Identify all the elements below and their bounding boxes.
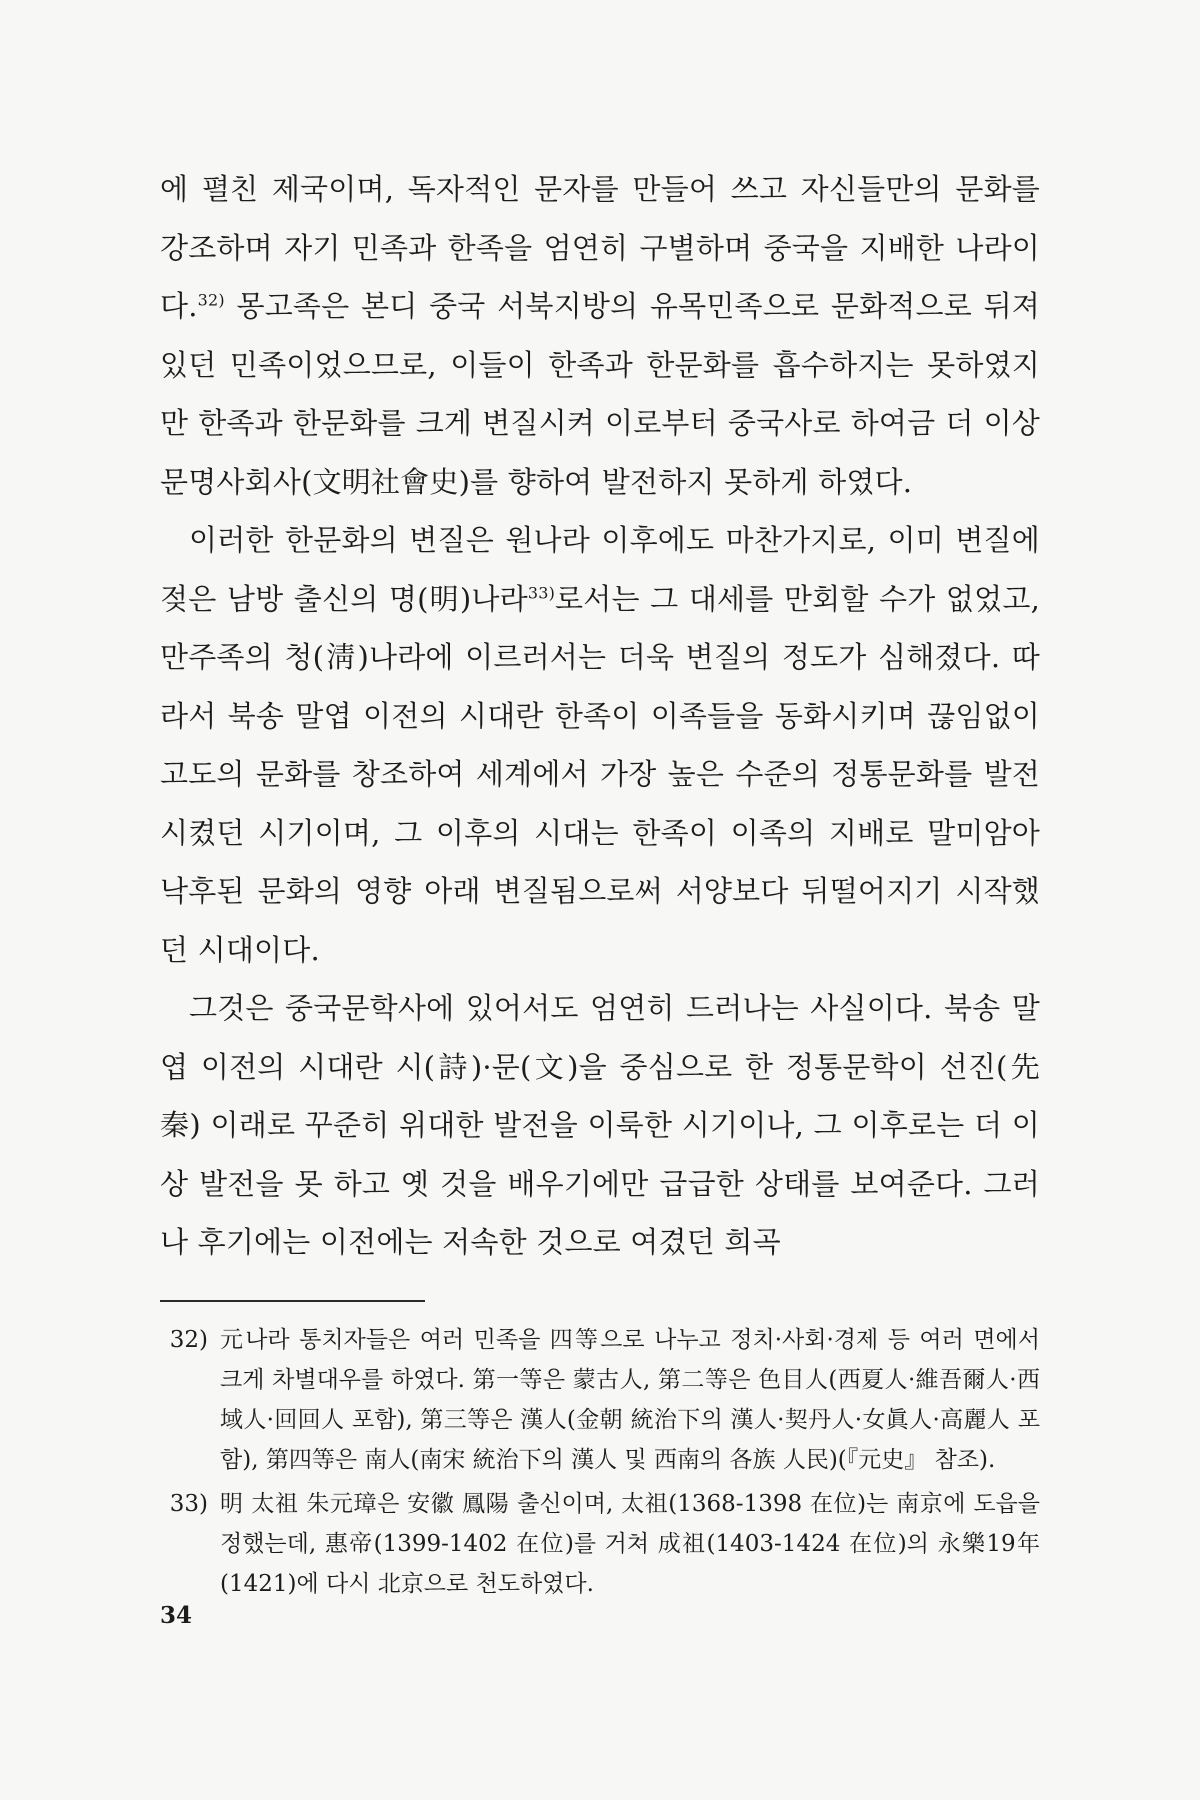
paragraph-2-text: 이러한 한문화의 변질은 원나라 이후에도 마찬가지로, 이미 변질에 젖은 남방 출신의 명(明)나라 [160,523,1040,616]
footnote-number: 32) [169,1326,208,1353]
paragraph-1 [160,160,1040,511]
footnote-ref-33[interactable]: 33) [527,582,556,602]
page-number: 34 [160,1602,193,1629]
footnote-ref-32[interactable]: 32) [197,290,225,310]
paragraph-2-text-after: 로서는 그 대세를 만회할 수가 없었고, 만주족의 청(淸)나라에 이르러서는 더욱 변질의 정도가 심해졌다. 따라서 북송 말엽 이전의 시대란 한족이 이족들을 동화시키며 끊임없이 고도의 문화를 창조하여 세계에서 가장 높은 수준의 정통문화를 발전시켰던 시기이며, 그 이후의 시대는 한족이 이족의 지배로 말미암아 낙후된 문화의 영향 아래 변질됨으로써 서양보다 뒤떨어지기 시작했던 시대이다. [160,581,1040,967]
footnotes [160,1320,1040,1604]
paragraph-1-text-after: 몽고족은 본디 중국 서북지방의 유목민족으로 문화적으로 뒤져 있던 민족이었으므로, 이들이 한족과 한문화를 흡수하지는 못하였지만 한족과 한문화를 크게 변질시켜 이로부터 중국사로 하여금 더 이상 문명사회사(文明社會史)를 향하여 발전하지 못하게 하였다. [160,289,1040,499]
footnote-number: 33) [169,1490,208,1517]
paragraph-3-text: 그것은 중국문학사에 있어서도 엄연히 드러나는 사실이다. 북송 말엽 이전의 시대란 시(詩)·문(文)을 중심으로 한 정통문학이 선진(先秦) 이래로 꾸준히 위대한 발전을 이룩한 시기이나, 그 이후로는 더 이상 발전을 못 하고 옛 것을 배우기에만 급급한 상태를 보여준다. 그러나 후기에는 이전에는 저속한 것으로 여겼던 희곡 [160,991,1040,1259]
paragraph-1-text: 에 펼친 제국이며, 독자적인 문자를 만들어 쓰고 자신들만의 문화를 강조하며 자기 민족과 한족을 엄연히 구별하며 중국을 지배한 나라이다. [160,172,1040,323]
paragraph-2 [160,511,1040,979]
paragraph-3 [160,979,1040,1272]
footnote-text: 元나라 통치자들은 여러 민족을 四等으로 나누고 정치·사회·경제 등 여러 면에서 크게 차별대우를 하였다. 第一等은 蒙古人, 第二等은 色目人(西夏人·維吾爾人·西域人·回回人 포함), 第三等은 漢人(金朝 統治下의 漢人·契丹人·女眞人·高麗人 포함), 第四等은 南人(南宋 統治下의 漢人 및 西南의 各族 人民)(『元史』 참조). [220,1326,1040,1473]
footnote-divider [160,1300,425,1302]
page-content [160,160,1040,1608]
footnote-32 [160,1320,1040,1480]
body-text [160,160,1040,1272]
footnote-33 [160,1484,1040,1604]
footnote-text: 明 太祖 朱元璋은 安徽 鳳陽 출신이며, 太祖(1368-1398 在位)는 南京에 도읍을 정했는데, 惠帝(1399-1402 在位)를 거쳐 成祖(1403-1424 在位)의 永樂19年(1421)에 다시 北京으로 천도하였다. [220,1490,1040,1597]
